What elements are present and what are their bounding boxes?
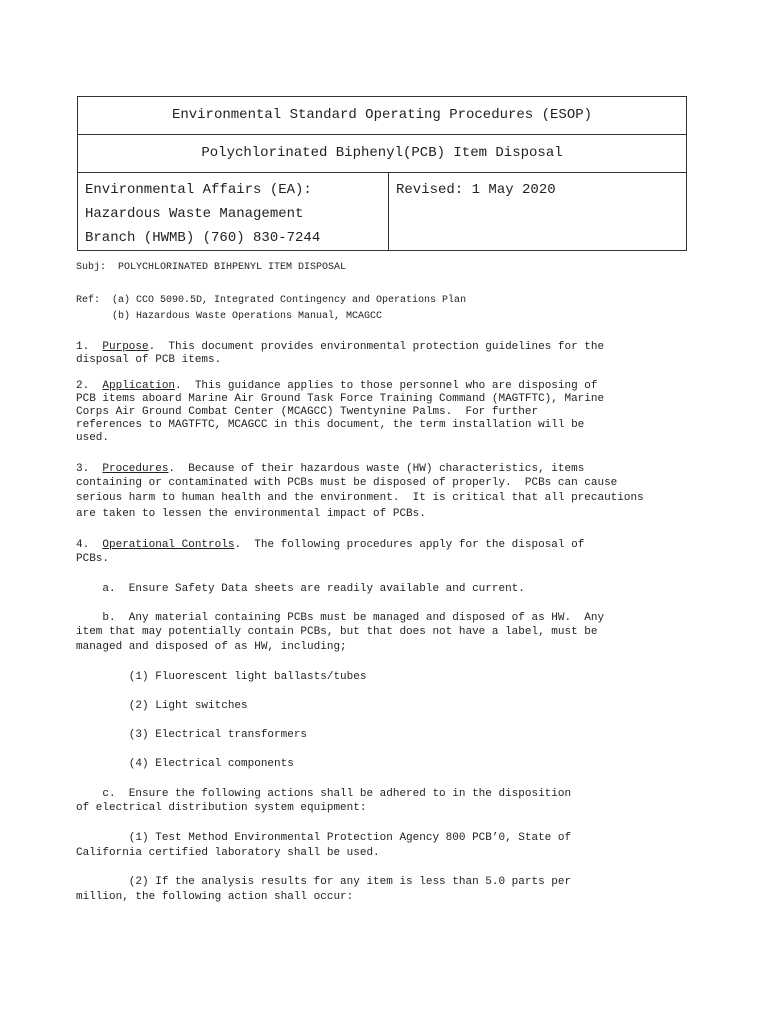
paragraph-number: 3. (76, 463, 103, 475)
paragraph-heading: Operational Controls (102, 539, 235, 551)
office-line: Branch (HWMB) (760) 830-7244 (85, 230, 321, 246)
sub-list-item: (4) Electrical components (76, 758, 294, 770)
document-subtitle: Polychlorinated Biphenyl(PCB) Item Disposal (78, 135, 687, 173)
paragraph-text: are taken to lessen the environmental impact of PCBs. (76, 508, 426, 520)
paragraph-text: PCBs. (76, 553, 110, 565)
sub-list-item: (2) If the analysis results for any item is less than 5.0 parts per (76, 876, 572, 888)
paragraph-heading: Purpose (102, 341, 149, 353)
header-table (77, 96, 687, 251)
application-paragraph (76, 380, 688, 393)
paragraph-text: . The following procedures apply for the disposal of (234, 539, 585, 551)
paragraph-text: serious harm to human health and the environment. It is critical that all precautions (76, 492, 644, 504)
paragraph-number: 1. (76, 341, 103, 353)
paragraph-text: of electrical distribution system equipment: (76, 802, 367, 814)
paragraph-number: 2. (76, 380, 103, 392)
sub-list-item: (2) Light switches (76, 700, 248, 712)
paragraph-text: . This document provides environmental protection guidelines for the (148, 341, 605, 353)
paragraph-text: . This guidance applies to those personnel who are disposing of (175, 380, 598, 392)
sub-list-item: (1) Test Method Environmental Protection Agency 800 PCB’0, State of (76, 832, 572, 844)
office-cell (78, 173, 389, 251)
list-item-a: a. Ensure Safety Data sheets are readily available and current. (76, 583, 525, 595)
paragraph-text: references to MAGTFTC, MCAGCC in this document, the term installation will be (76, 419, 585, 431)
paragraph-text: PCB items aboard Marine Air Ground Task Force Training Command (MAGTFTC), Marine (76, 393, 605, 405)
office-line: Hazardous Waste Management (85, 206, 304, 222)
list-item-c: c. Ensure the following actions shall be adhered to in the disposition (76, 788, 572, 800)
document-title: Environmental Standard Operating Procedures (ESOP) (78, 97, 687, 135)
paragraph-text: used. (76, 432, 110, 444)
paragraph-text: Corps Air Ground Combat Center (MCAGCC) Twentynine Palms. For further (76, 406, 539, 418)
paragraph-text: . Because of their hazardous waste (HW) characteristics, items (168, 463, 585, 475)
sub-list-item: (3) Electrical transformers (76, 729, 308, 741)
reference-line: (b) Hazardous Waste Operations Manual, MCAGCC (76, 311, 383, 322)
paragraph-text: containing or contaminated with PCBs must be disposed of properly. PCBs can cause (76, 477, 618, 489)
subject-line: Subj: POLYCHLORINATED BIHPENYL ITEM DISPOSAL (76, 262, 347, 273)
purpose-paragraph (76, 341, 688, 354)
office-line: Environmental Affairs (EA): (85, 182, 312, 198)
operational-controls-paragraph (76, 539, 688, 552)
paragraph-text: disposal of PCB items. (76, 354, 222, 366)
paragraph-number: 4. (76, 539, 103, 551)
paragraph-text: million, the following action shall occur: (76, 891, 354, 903)
sub-list-item: (1) Fluorescent light ballasts/tubes (76, 671, 367, 683)
paragraph-text: managed and disposed of as HW, including; (76, 641, 347, 653)
procedures-paragraph (76, 463, 688, 476)
paragraph-heading: Procedures (102, 463, 169, 475)
paragraph-heading: Application (102, 380, 176, 392)
paragraph-text: item that may potentially contain PCBs, but that does not have a label, must be (76, 626, 598, 638)
revised-date: Revised: 1 May 2020 (389, 173, 687, 251)
list-item-b: b. Any material containing PCBs must be managed and disposed of as HW. Any (76, 612, 605, 624)
reference-line: Ref: (a) CCO 5090.5D, Integrated Contingency and Operations Plan (76, 295, 467, 306)
paragraph-text: California certified laboratory shall be used. (76, 847, 380, 859)
